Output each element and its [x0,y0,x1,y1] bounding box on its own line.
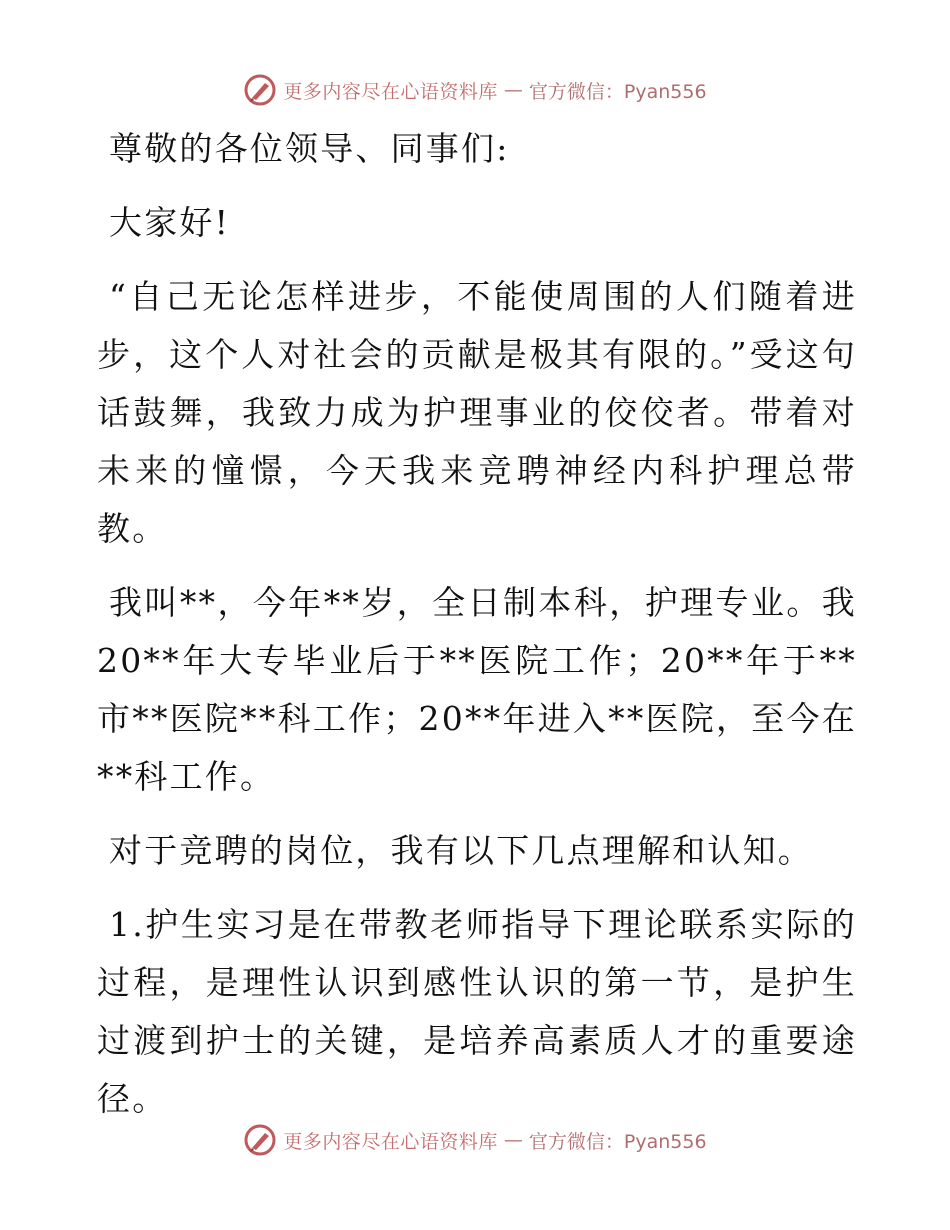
greeting: 大家好! [109,203,231,242]
footer-watermark [0,1120,950,1160]
document-body [97,120,857,1144]
paragraph-point-1: 1.护生实习是在带教老师指导下理论联系实际的过程，是理性认识到感性认识的第一节，是护生过渡到护士的关键，是培养高素质人才的重要途径。 [97,905,857,1118]
header-watermark [0,70,950,110]
salutation: 尊敬的各位领导、同事们: [109,129,510,168]
quill-pen-icon [243,1123,277,1157]
paragraph-understanding: 对于竞聘的岗位，我有以下几点理解和认知。 [109,831,813,870]
quill-pen-icon [243,73,277,107]
paragraph-introduction: 我叫**，今年**岁，全日制本科，护理专业。我20**年大专毕业后于**医院工作；20**年于**市**医院**科工作；20**年进入**医院，至今在**科工作。 [97,583,857,796]
paragraph-quote: “自己无论怎样进步，不能使周围的人们随着进步，这个人对社会的贡献是极其有限的。”受这句话鼓舞，我致力成为护理事业的佼佼者。带着对未来的憧憬，今天我来竞聘神经内科护理总带教。 [97,277,857,548]
watermark-separator: — [503,1129,523,1151]
watermark-separator: — [503,79,523,101]
watermark-site-text: 更多内容尽在心语资料库 [283,1130,498,1153]
watermark-site-text: 更多内容尽在心语资料库 [283,80,498,103]
watermark-wechat-text: 官方微信：Pyan556 [528,80,707,103]
watermark-wechat-text: 官方微信：Pyan556 [528,1130,707,1153]
